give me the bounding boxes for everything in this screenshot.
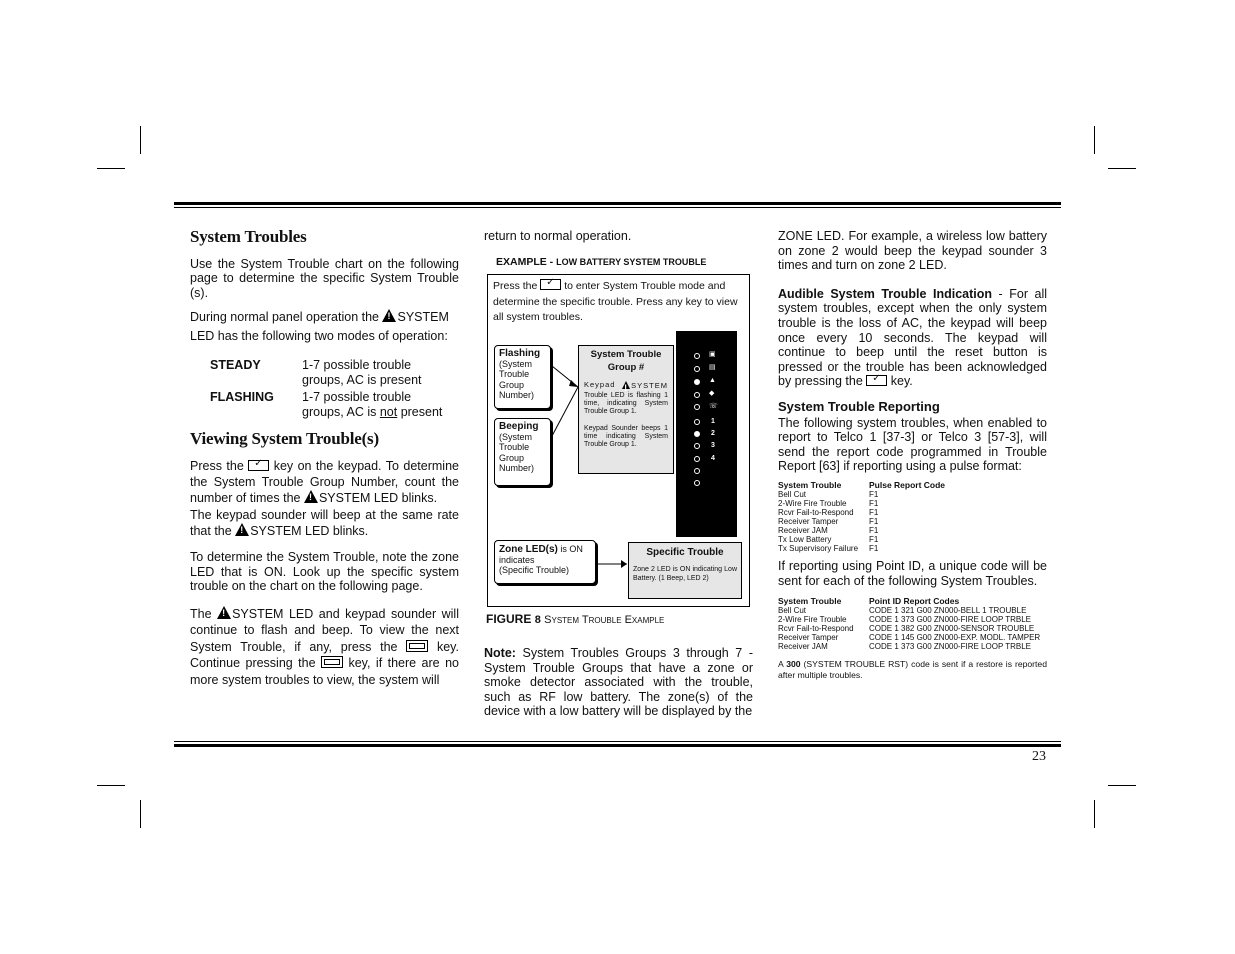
zone-number: 4 bbox=[711, 455, 715, 462]
crop-mark bbox=[1094, 800, 1095, 828]
warning-triangle-icon bbox=[217, 606, 231, 619]
crop-mark bbox=[140, 126, 141, 154]
group-callout: System Trouble Group # Keypad ! SYSTEM Trouble LED is flashing 1 time, indicating System Trouble Group 1. Keypad Sounder beeps 1 time indicating System Trouble Group 1. bbox=[578, 345, 674, 474]
led bbox=[694, 353, 700, 359]
crop-mark bbox=[1108, 785, 1136, 786]
crop-mark bbox=[1108, 168, 1136, 169]
mode-desc: groups, AC is not present bbox=[302, 405, 443, 420]
mode-desc: 1-7 possible trouble bbox=[302, 390, 412, 405]
mode-label: STEADY bbox=[210, 358, 261, 373]
led bbox=[694, 366, 700, 372]
warning-icon: ▲ bbox=[709, 377, 716, 384]
header-rule bbox=[174, 202, 1061, 205]
specific-trouble-callout: Specific Trouble Zone 2 LED is ON indicating Low Battery. (1 Beep, LED 2) bbox=[628, 542, 742, 599]
point-id-table: System Trouble Point ID Report Codes Bell Cut 2-Wire Fire Trouble Rcvr Fail-to-Respond Receiver Tamper Receiver JAM CODE 1 321 G00 ZN000-BELL 1 TROUBLE CODE 1 373 G00 ZN000-FIRE LOOP TRBLE CODE 1 382 G00 ZN000-SENSOR TROUBLE CODE 1 145 G00 ZN000-EXP. MODL. TAMPER CODE 1 373 G00 ZN000-FIRE LOOP TRBLE bbox=[778, 596, 1041, 652]
led bbox=[694, 480, 700, 486]
paragraph: During normal panel operation the !SYSTEM LED has the following two modes of operation: bbox=[190, 308, 459, 346]
table-row: F1 F1 F1 F1 F1 F1 F1 bbox=[869, 489, 879, 554]
led bbox=[694, 419, 700, 425]
warning-triangle-icon bbox=[382, 309, 396, 322]
led-on bbox=[694, 379, 700, 385]
paragraph: Use the System Trouble chart on the following page to determine the specific System Trouble (s). bbox=[190, 256, 459, 300]
zone-led-callout: Zone LED(s) is ON indicates (Specific Trouble) bbox=[494, 540, 596, 584]
continued-text: ZONE LED. For example, a wireless low battery on zone 2 would beep the keypad sounder 3 times and turn on zone 2 LED. bbox=[778, 229, 1047, 273]
led bbox=[694, 443, 700, 449]
page-number: 23 bbox=[1032, 749, 1046, 764]
crop-mark bbox=[1094, 126, 1095, 154]
right-column bbox=[778, 229, 1047, 680]
check-key-icon bbox=[248, 460, 269, 471]
keypad-row: Keypad ! SYSTEM bbox=[584, 381, 668, 390]
paragraph: The ! SYSTEM LED and keypad sounder will continue to flash and beep. To view the next System Trouble, if any, press the key. Continue pressing the key, if there are no more system troubles to view, the system will bbox=[190, 606, 459, 689]
figure-caption: FIGURE 8 System Trouble Example bbox=[486, 612, 665, 626]
beeping-callout: Beeping (System Trouble Group Number) bbox=[494, 418, 551, 486]
table-row: Bell Cut 2-Wire Fire Trouble Rcvr Fail-to-Respond Receiver Tamper Receiver JAM bbox=[778, 606, 854, 652]
unlock-icon: ▤ bbox=[709, 364, 716, 371]
example-heading: EXAMPLE - LOW BATTERY SYSTEM TROUBLE bbox=[496, 255, 707, 268]
mode-desc: 1-7 possible trouble bbox=[302, 358, 412, 373]
scroll-key-icon bbox=[406, 640, 428, 652]
footer-rule bbox=[174, 744, 1061, 747]
crop-mark bbox=[97, 168, 125, 169]
section-title-viewing: Viewing System Trouble(s) bbox=[190, 429, 379, 449]
check-key-icon bbox=[866, 375, 887, 386]
mode-desc: groups, AC is present bbox=[302, 373, 422, 388]
mode-label: FLASHING bbox=[210, 390, 274, 405]
led-modes bbox=[190, 358, 459, 420]
header-rule-thin bbox=[174, 207, 1061, 208]
note-paragraph: Note: System Troubles Groups 3 through 7 - System Trouble Groups that have a zone or smoke detector associated with the trouble, such as RF low battery. The zone(s) of the device with a low battery will be displayed by the bbox=[484, 646, 753, 719]
figure-intro: Press the ✓ to enter System Trouble mode and determine the specific trouble. Press any key to view all system troubles. bbox=[493, 279, 739, 326]
keypad-led-panel bbox=[676, 331, 737, 537]
pulse-report-table: System Trouble Pulse Report Code Bell Cut 2-Wire Fire Trouble Rcvr Fail-to-Respond Receiver Tamper Receiver JAM Tx Low Battery Tx Supervisory Failure F1 F1 F1 F1 F1 F1 F1 bbox=[778, 479, 946, 554]
audible-paragraph: Audible System Trouble Indication - For all system troubles, except when the only system trouble is the loss of AC, the keypad will beep once every 10 seconds. The keypad will continue to beep until the reset button is pressed or the trouble has been acknowledged by pressing the ✓ key. bbox=[778, 287, 1047, 389]
restore-note: A 300 (SYSTEM TROUBLE RST) code is sent if a restore is reported after multiple troubles. bbox=[778, 659, 1047, 680]
zone-number: 2 bbox=[711, 430, 715, 437]
led bbox=[694, 392, 700, 398]
warning-triangle-icon bbox=[235, 523, 249, 536]
reporting-title: System Trouble Reporting bbox=[778, 398, 940, 414]
led bbox=[694, 468, 700, 474]
fire-icon: ◆ bbox=[709, 390, 715, 397]
lock-icon: ▣ bbox=[709, 351, 716, 358]
section-title-system-troubles: System Troubles bbox=[190, 227, 307, 246]
footer-rule-thin bbox=[174, 741, 1061, 742]
left-column bbox=[190, 227, 459, 688]
led bbox=[694, 404, 700, 410]
table-row: Bell Cut 2-Wire Fire Trouble Rcvr Fail-to-Respond Receiver Tamper Receiver JAM Tx Low Battery Tx Supervisory Failure bbox=[778, 489, 859, 554]
flashing-callout: Flashing (System Trouble Group Number) bbox=[494, 345, 551, 409]
continued-text: return to normal operation. bbox=[484, 229, 632, 243]
crop-mark bbox=[97, 785, 125, 786]
crop-mark bbox=[140, 800, 141, 828]
reporting-paragraph: The following system troubles, when enabled to report to Telco 1 [37-3] or Telco 3 [57-3], will send the report code programmed in Trouble Report [63] if reporting using a pulse format: bbox=[778, 415, 1047, 474]
paragraph: To determine the System Trouble, note the zone LED that is ON. Look up the specific system trouble on the chart on the following page. bbox=[190, 549, 459, 594]
led bbox=[694, 456, 700, 462]
warning-triangle-icon bbox=[304, 490, 318, 503]
table-row: CODE 1 321 G00 ZN000-BELL 1 TROUBLE CODE 1 373 G00 ZN000-FIRE LOOP TRBLE CODE 1 382 G00 ZN000-SENSOR TROUBLE CODE 1 145 G00 ZN000-EXP. MODL. TAMPER CODE 1 373 G00 ZN000-FIRE LOOP TRBLE bbox=[869, 606, 1041, 652]
middle-column bbox=[484, 229, 753, 269]
point-id-paragraph: If reporting using Point ID, a unique code will be sent for each of the following System Troubles. bbox=[778, 558, 1047, 588]
scroll-key-icon bbox=[321, 656, 343, 668]
paragraph: The keypad sounder will beep at the same rate that the ! SYSTEM LED blinks. bbox=[190, 507, 459, 539]
phone-icon: ☏ bbox=[709, 403, 718, 410]
zone-number: 3 bbox=[711, 442, 715, 449]
led-on bbox=[694, 431, 700, 437]
paragraph: Press the ✓ key on the keypad. To determine the System Trouble Group Number, count the number of times the ! SYSTEM LED blinks. bbox=[190, 458, 459, 506]
zone-number: 1 bbox=[711, 418, 715, 425]
